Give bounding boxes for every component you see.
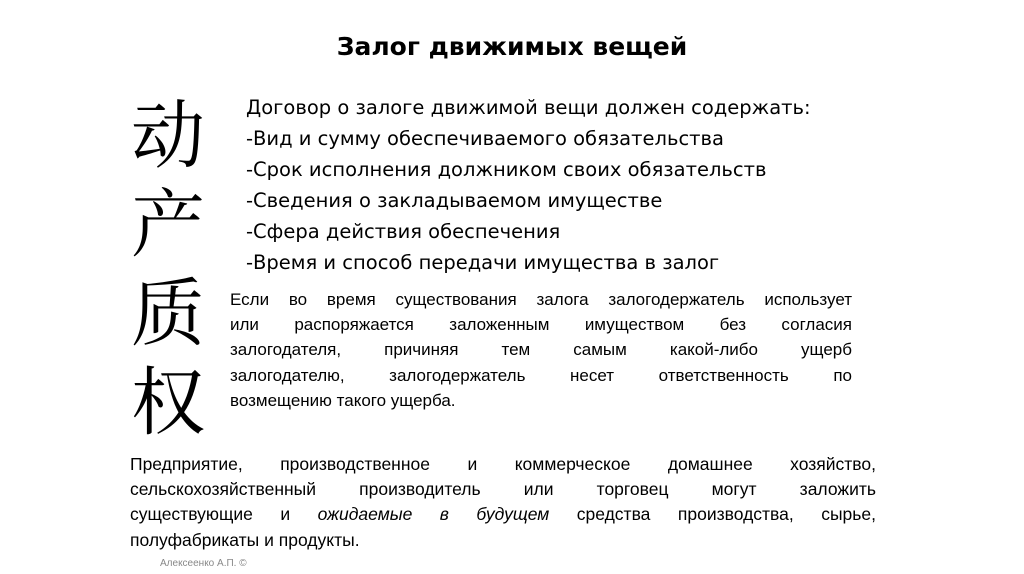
- italic-phrase: ожидаемые в будущем: [317, 504, 550, 525]
- list-item: -Срок исполнения должником своих обязательств: [246, 158, 767, 181]
- paragraph-line: Если во время существования залога залогодержатель использует: [230, 290, 852, 309]
- paragraph-line: полуфабрикаты и продукты.: [130, 529, 360, 550]
- slide-title: Залог движимых вещей: [336, 32, 688, 61]
- hanzi-char: 质: [131, 271, 205, 357]
- hanzi-char: 动: [131, 93, 205, 179]
- paragraph-line: возмещению такого ущерба.: [230, 390, 456, 410]
- liability-paragraph: [230, 287, 852, 413]
- hanzi-char: 权: [131, 360, 205, 446]
- text-segment: средства производства, сырье,: [549, 504, 876, 525]
- paragraph-line: или распоряжается заложенным имуществом без согласия: [230, 315, 852, 335]
- enterprise-paragraph: [130, 452, 876, 553]
- list-heading: Договор о залоге движимой вещи должен содержать:: [246, 96, 811, 119]
- chinese-characters-column: [118, 92, 218, 448]
- paragraph-line: Предприятие, производственное и коммерческое домашнее хозяйство,: [130, 454, 876, 474]
- contract-requirements-list: [246, 92, 886, 278]
- paragraph-line: залогодателя, причиняя тем самым какой-либо ущерб: [230, 340, 852, 360]
- list-item: -Вид и сумму обеспечиваемого обязательства: [246, 127, 724, 150]
- list-item: -Сфера действия обеспечения: [246, 220, 561, 243]
- paragraph-line: сельскохозяйственный производитель или торговец могут заложить: [130, 479, 876, 500]
- hanzi-char: 产: [131, 182, 205, 268]
- author-footer: Алексеенко А.П. ©: [160, 558, 247, 569]
- list-item: -Время и способ передачи имущества в залог: [246, 251, 720, 274]
- paragraph-line: [130, 502, 876, 527]
- paragraph-line: залогодателю, залогодержатель несет ответственность по: [230, 365, 852, 385]
- list-item: -Сведения о закладываемом имуществе: [246, 189, 663, 212]
- text-segment: существующие и: [130, 504, 318, 525]
